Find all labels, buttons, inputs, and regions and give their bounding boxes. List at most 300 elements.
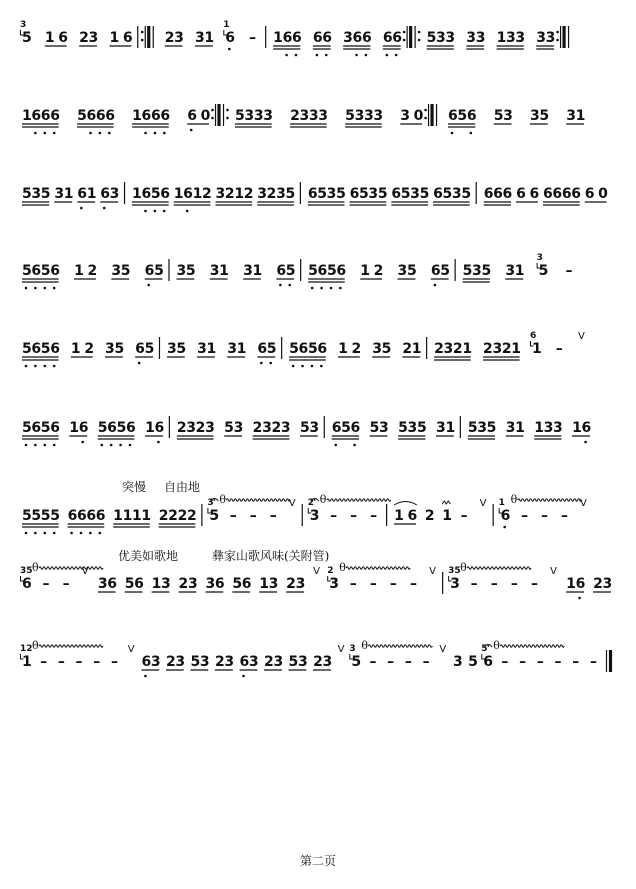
trill-wavy-line: [39, 645, 103, 647]
note-digit: 2: [402, 341, 413, 357]
note-digit: 6: [350, 420, 361, 436]
note-digit: 2: [290, 108, 300, 124]
note-digit: 6: [391, 186, 402, 202]
note-digit: 1: [273, 30, 283, 46]
note-digit: 6: [31, 420, 42, 436]
note-digit: 3: [472, 263, 482, 279]
note-digit: 3: [175, 654, 186, 670]
note-digit: 3: [205, 576, 216, 592]
breath-mark: V: [337, 644, 345, 655]
lower-octave-dot: [578, 597, 581, 600]
note-digit: 1: [442, 508, 453, 524]
grace-note: 3: [536, 253, 543, 263]
note-digit: 5: [493, 108, 504, 124]
note-digit: 3: [400, 108, 410, 124]
note-digit: 1: [566, 576, 576, 592]
note-digit: 5: [40, 508, 51, 524]
sustain-dash: –: [572, 654, 580, 670]
note-digit: 3: [410, 186, 420, 202]
note-digit: 2: [186, 508, 197, 524]
note-digit: 6: [77, 186, 88, 202]
note-digit: 6: [561, 186, 572, 202]
sustain-dash: –: [389, 576, 397, 592]
note-digit: 5: [22, 186, 32, 202]
note-digit: 5: [468, 654, 478, 670]
sustain-dash: –: [370, 508, 378, 524]
trill-wavy-line: [39, 567, 103, 569]
note-digit: 5: [377, 186, 388, 202]
note-digit: 2: [266, 186, 277, 202]
lower-octave-dot: [34, 444, 37, 447]
note-digit: 3: [436, 420, 446, 436]
note-digit: 5: [124, 576, 135, 592]
note-digit: 6: [58, 30, 69, 46]
trill-wavy-line: [346, 567, 410, 569]
note-digit: 5: [398, 420, 408, 436]
note-digit: 6: [382, 30, 393, 46]
note-digit: 6: [543, 186, 553, 202]
note-digit: 1: [173, 186, 184, 202]
note-digit: 1: [74, 263, 84, 279]
note-digit: 5: [336, 186, 346, 202]
lower-octave-dot: [25, 287, 28, 290]
note-digit: 5: [40, 263, 51, 279]
trill-wavy-line: [467, 567, 531, 569]
note-digit: 3: [176, 263, 187, 279]
sustain-dash: –: [490, 576, 498, 592]
note-digit: 6: [282, 30, 293, 46]
note-digit: 5: [40, 420, 51, 436]
sustain-dash: –: [470, 576, 478, 592]
note-digit: 5: [351, 654, 362, 670]
note-digit: 3: [326, 186, 337, 202]
note-digit: 1: [70, 341, 81, 357]
note-digit: 6: [187, 108, 197, 124]
note-digit: 1: [236, 341, 247, 357]
note-digit: 6: [483, 186, 494, 202]
note-digit: 5: [22, 420, 32, 436]
note-digit: 1: [445, 420, 456, 436]
note-digit: 1: [132, 108, 142, 124]
breath-mark: V: [81, 566, 89, 577]
note-digit: 3: [515, 30, 526, 46]
lower-octave-dot: [269, 362, 272, 365]
grace-note: 3: [207, 498, 214, 508]
sustain-dash: –: [111, 654, 118, 670]
sustain-dash: –: [75, 654, 83, 670]
lower-octave-dot: [80, 207, 83, 210]
lower-octave-dot: [292, 365, 295, 368]
note-digit: 5: [22, 263, 32, 279]
note-digit: 6: [160, 186, 170, 202]
note-digit: 2: [452, 341, 463, 357]
note-digit: 6: [584, 186, 595, 202]
sustain-dash: –: [561, 508, 569, 524]
note-digit: 3: [354, 108, 365, 124]
note-digit: 5: [426, 30, 437, 46]
note-digit: 6: [317, 341, 328, 357]
note-digit: 6: [105, 108, 116, 124]
note-digit: 3: [475, 30, 486, 46]
note-digit: 6: [307, 186, 318, 202]
note-digit: 6: [312, 30, 323, 46]
note-digit: 3: [243, 263, 253, 279]
note-digit: 6: [50, 263, 60, 279]
breath-mark: V: [580, 498, 587, 509]
note-digit: 6: [493, 186, 503, 202]
note-digit: 6: [78, 420, 89, 436]
lower-octave-dot: [147, 284, 150, 287]
note-digit: 5: [288, 654, 299, 670]
note-digit: 5: [285, 186, 296, 202]
note-digit: 6: [76, 508, 87, 524]
lower-octave-dot: [25, 444, 28, 447]
note-digit: 3: [105, 341, 115, 357]
sustain-dash: –: [536, 654, 544, 670]
repeat-dot: [211, 117, 214, 120]
note-digit: 1: [572, 420, 582, 436]
lower-octave-dot: [316, 54, 319, 57]
note-digit: 3: [505, 30, 516, 46]
note-digit: 1: [252, 263, 263, 279]
note-digit: 6: [141, 186, 152, 202]
sustain-dash: –: [62, 576, 70, 592]
note-digit: 3: [166, 341, 177, 357]
note-digit: 5: [31, 508, 42, 524]
repeat-dot: [556, 39, 559, 42]
trill-theta: θ: [339, 561, 346, 574]
note-digit: 1: [360, 263, 371, 279]
note-digit: 1: [44, 30, 55, 46]
note-digit: 6: [276, 263, 287, 279]
note-digit: 2: [158, 508, 169, 524]
sustain-dash: –: [460, 508, 468, 524]
note-digit: 6: [125, 420, 136, 436]
note-digit: 1: [132, 186, 142, 202]
note-digit: 6: [160, 108, 171, 124]
note-digit: 2: [195, 420, 206, 436]
note-digit: 2: [351, 341, 362, 357]
note-digit: 3: [195, 30, 205, 46]
note-digit: 1: [141, 508, 152, 524]
note-digit: 5: [154, 263, 164, 279]
note-digit: 6: [67, 508, 78, 524]
note-digit: 3: [536, 30, 547, 46]
lower-octave-dot: [44, 444, 47, 447]
repeat-dot: [141, 31, 144, 34]
lower-octave-dot: [44, 132, 47, 135]
lower-octave-dot: [334, 444, 337, 447]
note-digit: 6: [135, 341, 145, 357]
note-digit: 5: [307, 341, 318, 357]
lower-octave-dot: [311, 365, 314, 368]
note-digit: 6: [50, 341, 60, 357]
lower-octave-dot: [53, 287, 56, 290]
note-digit: 2: [87, 263, 98, 279]
sustain-dash: –: [555, 341, 563, 357]
note-digit: 2: [176, 420, 187, 436]
sustain-dash: –: [249, 30, 257, 46]
sustain-dash: –: [521, 508, 529, 524]
note-digit: 5: [359, 186, 369, 202]
note-digit: 6: [225, 30, 236, 46]
note-digit: 5: [369, 420, 380, 436]
lower-octave-dot: [242, 675, 245, 678]
note-digit: 3: [54, 186, 65, 202]
note-digit: 5: [461, 186, 472, 202]
note-digit: 1: [22, 108, 32, 124]
lower-octave-dot: [311, 287, 314, 290]
note-digit: 2: [271, 420, 282, 436]
note-digit: 3: [436, 30, 446, 46]
note-digit: 3: [280, 420, 291, 436]
grace-note: 2: [307, 498, 315, 508]
note-digit: 5: [440, 263, 450, 279]
lower-octave-dot: [365, 54, 368, 57]
page-number: 第二页: [299, 854, 336, 868]
note-digit: 2: [164, 30, 175, 46]
note-digit: 3: [262, 420, 272, 436]
trill-theta: θ: [510, 493, 518, 506]
note-digit: 6: [141, 654, 152, 670]
trill-theta: θ: [219, 493, 226, 506]
lower-octave-dot: [144, 132, 147, 135]
grace-note: 3: [349, 644, 356, 654]
lower-octave-dot: [395, 54, 398, 57]
trill-theta: θ: [361, 639, 368, 652]
note-digit: 2: [264, 654, 274, 670]
note-digit: 5: [457, 108, 468, 124]
note-digit: 3: [529, 108, 540, 124]
lower-octave-dot: [80, 532, 83, 535]
note-digit: 3: [161, 576, 171, 592]
note-digit: 1: [86, 186, 97, 202]
note-digit: 5: [317, 186, 328, 202]
note-digit: 3: [343, 30, 353, 46]
lower-octave-dot: [53, 132, 56, 135]
lower-octave-dot: [99, 132, 102, 135]
lower-octave-dot: [103, 207, 106, 210]
lower-octave-dot: [34, 532, 37, 535]
note-digit: 3: [197, 341, 207, 357]
note-digit: 5: [50, 508, 60, 524]
note-digit: 1: [514, 263, 525, 279]
breath-mark: V: [578, 331, 585, 342]
note-digit: 5: [190, 654, 201, 670]
fermata-dot: [487, 645, 489, 647]
lower-octave-dot: [320, 365, 323, 368]
lower-octave-dot: [53, 532, 56, 535]
repeat-dot: [418, 31, 421, 34]
note-digit: 2: [79, 30, 89, 46]
note-digit: 3: [268, 576, 279, 592]
note-digit: 2: [501, 341, 512, 357]
lower-octave-dot: [386, 54, 389, 57]
note-digit: 3: [372, 341, 382, 357]
grace-note: 35: [448, 566, 461, 576]
note-digit: 6: [100, 186, 110, 202]
lower-octave-dot: [288, 284, 291, 287]
repeat-dot: [424, 117, 427, 120]
note-digit: 6: [322, 30, 333, 46]
note-digit: 5: [462, 263, 473, 279]
note-digit: 2: [165, 654, 176, 670]
lower-octave-dot: [119, 444, 122, 447]
note-digit: 5: [150, 186, 161, 202]
lower-octave-dot: [44, 287, 47, 290]
note-digit: 6: [575, 576, 586, 592]
sustain-dash: –: [541, 508, 549, 524]
sustain-dash: –: [249, 508, 257, 524]
note-digit: 6: [298, 341, 309, 357]
note-digit: 6: [107, 420, 117, 436]
lower-octave-dot: [470, 132, 473, 135]
note-digit: 1: [411, 341, 422, 357]
note-digit: 5: [22, 30, 32, 46]
sustain-dash: –: [350, 508, 358, 524]
note-digit: 2: [286, 576, 296, 592]
trill-wavy-line: [226, 499, 290, 501]
note-digit: 6: [22, 576, 32, 592]
breath-mark: V: [288, 498, 296, 509]
note-digit: 3: [477, 420, 487, 436]
repeat-dot: [424, 109, 427, 112]
note-digit: 3: [224, 654, 235, 670]
sustain-dash: –: [410, 576, 418, 592]
note-digit: 3: [492, 341, 503, 357]
note-digit: 1: [219, 263, 229, 279]
lower-octave-dot: [285, 54, 288, 57]
note-digit: 5: [22, 341, 32, 357]
note-digit: 3: [308, 108, 319, 124]
note-digit: 5: [116, 420, 127, 436]
note-digit: 5: [539, 108, 550, 124]
lower-octave-dot: [34, 132, 37, 135]
grace-note: 1: [498, 498, 505, 508]
note-digit: 5: [40, 186, 51, 202]
note-digit: 6: [407, 508, 418, 524]
repeat-dot: [556, 31, 559, 34]
lower-octave-dot: [25, 532, 28, 535]
expression-sudden-slow: 突慢: [122, 480, 147, 494]
grace-note: 35: [20, 566, 33, 576]
note-digit: 6: [214, 576, 225, 592]
sustain-dash: –: [40, 654, 48, 670]
note-digit: 5: [114, 341, 125, 357]
note-digit: 3: [263, 108, 273, 124]
note-digit: 1: [192, 186, 203, 202]
note-digit: 5: [235, 108, 245, 124]
note-digit: 1: [151, 576, 162, 592]
note-digit: 2: [483, 341, 493, 357]
note-digit: 5: [341, 420, 351, 436]
note-digit: 1: [109, 30, 120, 46]
sustain-dash: –: [349, 576, 357, 592]
note-digit: 5: [120, 263, 131, 279]
note-digit: 5: [144, 341, 155, 357]
note-digit: 5: [22, 508, 32, 524]
lower-octave-dot: [163, 210, 166, 213]
note-digit: 3: [503, 108, 513, 124]
note-digit: 5: [176, 341, 187, 357]
note-digit: 5: [224, 420, 234, 436]
breath-mark: V: [429, 566, 436, 577]
trill-wavy-line: [500, 645, 564, 647]
note-digit: 1: [22, 654, 32, 670]
note-digit: 2: [434, 341, 444, 357]
note-digit: 5: [77, 108, 87, 124]
lower-octave-dot: [228, 48, 231, 51]
note-digit: 5: [285, 263, 296, 279]
lower-octave-dot: [279, 284, 282, 287]
note-digit: 3: [186, 420, 197, 436]
repeat-dot: [211, 109, 214, 112]
lower-octave-dot: [163, 132, 166, 135]
note-digit: 3: [373, 108, 384, 124]
note-digit: 6: [291, 30, 302, 46]
note-digit: 3: [295, 576, 306, 592]
sustain-dash: –: [387, 654, 395, 670]
lower-octave-dot: [53, 444, 56, 447]
slur: [394, 502, 417, 506]
breath-mark: V: [439, 644, 447, 655]
lower-octave-dot: [81, 441, 84, 444]
note-digit: 5: [467, 420, 478, 436]
note-digit: 6: [122, 30, 133, 46]
note-digit: 0: [413, 108, 424, 124]
note-digit: 3: [31, 186, 42, 202]
note-digit: 3: [453, 654, 463, 670]
note-digit: 6: [141, 108, 152, 124]
note-digit: 3: [451, 186, 462, 202]
expression-free-tempo: 自由地: [164, 480, 201, 494]
note-digit: 3: [466, 30, 477, 46]
repeat-dot: [403, 31, 406, 34]
note-digit: 6: [107, 576, 117, 592]
lower-octave-dot: [144, 675, 147, 678]
note-digit: 6: [150, 108, 161, 124]
note-digit: 6: [86, 508, 97, 524]
note-digit: 2: [224, 186, 235, 202]
note-digit: 6: [571, 186, 581, 202]
note-digit: 3: [297, 654, 308, 670]
trill-wavy-line: [368, 645, 432, 647]
mordent: [442, 501, 450, 504]
grace-note: 5: [481, 644, 488, 654]
note-digit: 3: [368, 186, 379, 202]
note-digit: 6: [183, 186, 193, 202]
note-digit: 6: [433, 186, 443, 202]
expression-beautiful-singing: 优美如歌地: [118, 549, 179, 563]
lower-octave-dot: [295, 54, 298, 57]
note-digit: 6: [50, 420, 60, 436]
lower-octave-dot: [451, 132, 454, 135]
sustain-dash: –: [42, 576, 50, 592]
grace-note: 1: [223, 20, 230, 30]
lower-octave-dot: [144, 210, 147, 213]
lower-octave-dot: [355, 54, 358, 57]
lower-octave-dot: [353, 444, 356, 447]
lower-octave-dot: [157, 441, 160, 444]
sustain-dash: –: [330, 508, 338, 524]
trill-theta: θ: [493, 639, 500, 652]
note-digit: 1: [496, 30, 507, 46]
note-digit: 3: [545, 30, 556, 46]
note-digit: 5: [419, 186, 430, 202]
note-digit: 3: [209, 263, 220, 279]
repeat-dot: [226, 109, 229, 112]
note-digit: 1: [575, 108, 586, 124]
